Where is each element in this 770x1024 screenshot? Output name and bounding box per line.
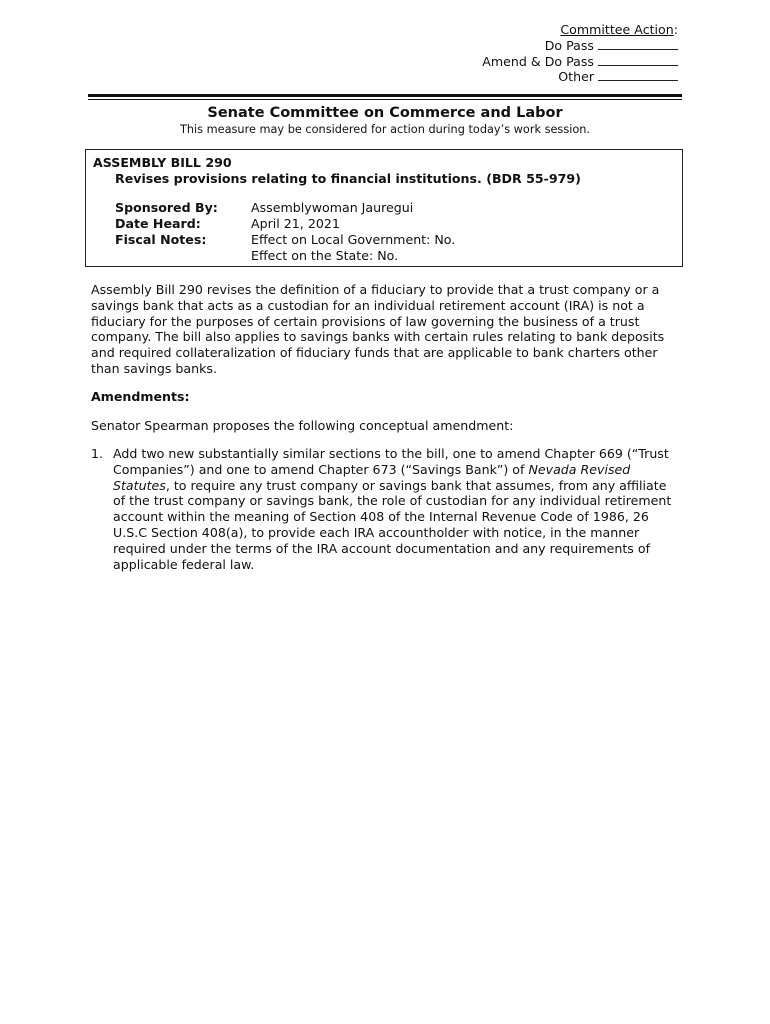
amend-do-pass-blank-line [598, 55, 678, 66]
amendment-text: Add two new substantially similar sections to the bill, one to amend Chapter 669 (“Trust Companies”) and one to amend Chapter 673 (“Savings Bank”) of Nevada Revised Statutes, to require any trust company or savings bank that assumes, from any affiliate of the trust company or savings bank, the role of custodian for any individual retirement account within the meaning of Section 408 of the Internal Revenue Code of 1986, 26 U.S.C Section 408(a), to provide each IRA accountholder with notice, in the manner required under the terms of the IRA account documentation and any requirements of applicable federal law. [113, 446, 672, 572]
bill-title: Revises provisions relating to financial institutions. (BDR 55-979) [115, 171, 581, 186]
amendments-heading: Amendments: [91, 389, 190, 404]
bill-number: ASSEMBLY BILL 290 [93, 155, 232, 170]
bill-summary-paragraph: Assembly Bill 290 revises the definition of a fiduciary to provide that a trust company or a savings bank that acts as a custodian for an individual retirement account (IRA) is not a fiduciary for the purposes of certain provisions of law governing the business of a trust company. The bill also applies to savings banks with certain rules relating to bank deposits and required collateralization of fiduciary funds that are applicable to bank charters other than savings banks. [91, 282, 665, 376]
amendments-intro: Senator Spearman proposes the following conceptual amendment: [91, 418, 514, 433]
statute-name: Nevada Revised Statutes [113, 461, 631, 493]
sponsored-by-label: Sponsored By: [115, 200, 218, 215]
amendment-number: 1. [91, 446, 104, 461]
bill-info-box [85, 149, 683, 267]
option-other: Other [418, 69, 678, 85]
bill-detail-values [251, 200, 455, 264]
date-heard-value: April 21, 2021 [251, 216, 340, 231]
fiscal-notes-label: Fiscal Notes: [115, 232, 207, 247]
fiscal-local-value: Effect on Local Government: No. [251, 232, 456, 247]
committee-subtitle: This measure may be considered for action during today’s work session. [179, 123, 591, 136]
committee-action-block [418, 22, 678, 85]
committee-name: Senate Committee on Commerce and Labor [207, 105, 563, 121]
header-rule-thin [88, 99, 682, 100]
option-do-pass: Do Pass [418, 38, 678, 54]
do-pass-blank-line [598, 39, 678, 50]
header-rule-thick [88, 94, 682, 97]
date-heard-label: Date Heard: [115, 216, 201, 231]
fiscal-state-value: Effect on the State: No. [251, 248, 399, 263]
bill-detail-labels [115, 200, 218, 248]
committee-action-title: Committee Action: [560, 22, 678, 37]
sponsored-by-value: Assemblywoman Jauregui [251, 200, 414, 215]
other-blank-line [598, 70, 678, 81]
option-amend-do-pass: Amend & Do Pass [418, 54, 678, 70]
